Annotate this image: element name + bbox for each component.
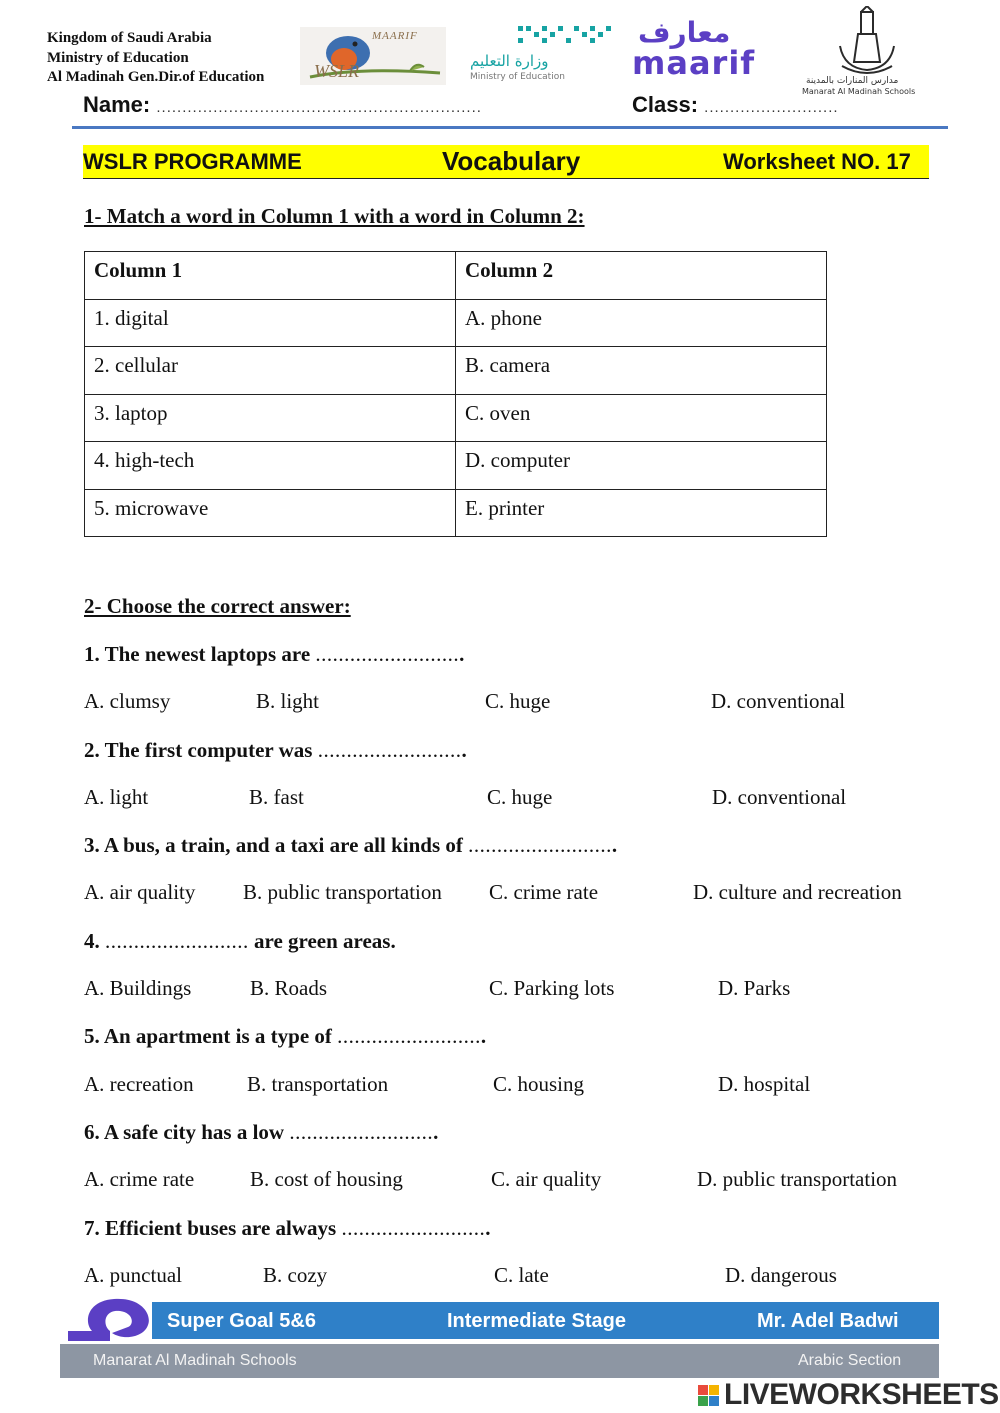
- column-1-cell[interactable]: 2. cellular: [85, 347, 456, 395]
- column-1-header: Column 1: [85, 252, 456, 300]
- class-field[interactable]: ..........................: [704, 99, 839, 116]
- q3-option-d[interactable]: D. culture and recreation: [693, 880, 902, 904]
- q3-option-b[interactable]: B. public transportation: [243, 880, 442, 904]
- q6-option-d[interactable]: D. public transportation: [697, 1167, 898, 1191]
- column-2-header: Column 2: [456, 252, 827, 300]
- header-line-3: Al Madinah Gen.Dir.of Education: [47, 69, 265, 85]
- name-label: Name:: [83, 92, 151, 117]
- question-text: 7. Efficient buses are always: [84, 1216, 342, 1240]
- lighthouse-emblem-icon: [832, 6, 902, 76]
- column-2-cell[interactable]: B. camera: [456, 347, 827, 395]
- question-text-end: .: [480, 1024, 487, 1048]
- answer-blank[interactable]: .........................: [315, 642, 460, 666]
- question-text-end: .: [459, 642, 465, 666]
- answer-blank[interactable]: .........................: [105, 929, 249, 953]
- footer-school: Manarat Al Madinah Schools: [93, 1352, 297, 1369]
- table-row: [85, 489, 827, 537]
- q7-option-c[interactable]: C. late: [494, 1263, 549, 1287]
- q7-option-a[interactable]: A. punctual: [84, 1263, 182, 1287]
- question-1: [84, 642, 464, 667]
- table-row: [85, 442, 827, 490]
- wslr-logo-script: WSLR: [314, 61, 359, 81]
- header-institution: [47, 29, 264, 88]
- footer-stage: Intermediate Stage: [447, 1310, 626, 1332]
- q4-option-a[interactable]: A. Buildings: [84, 976, 192, 1000]
- maarif-arabic: معارف: [638, 16, 731, 49]
- question-text-end: .: [485, 1216, 491, 1240]
- class-label: Class:: [632, 92, 699, 117]
- matching-table: [84, 251, 827, 537]
- column-2-cell[interactable]: D. computer: [456, 442, 827, 490]
- q2-option-d[interactable]: D. conventional: [712, 785, 847, 809]
- header-divider: [72, 126, 948, 129]
- question-2: [84, 738, 467, 763]
- q1-option-d[interactable]: D. conventional: [711, 689, 846, 713]
- q5-option-c[interactable]: C. housing: [493, 1072, 585, 1096]
- liveworksheets-watermark: LIVEWORKSHEETS: [724, 1378, 999, 1411]
- answer-blank[interactable]: .........................: [341, 1216, 486, 1240]
- q5-option-d[interactable]: D. hospital: [718, 1072, 811, 1096]
- column-1-cell[interactable]: 4. high-tech: [85, 442, 456, 490]
- answer-blank[interactable]: .........................: [317, 738, 462, 762]
- question-text: 1. The newest laptops are: [84, 642, 316, 666]
- section1-title: 1- Match a word in Column 1 with a word in Column 2:: [84, 204, 585, 228]
- name-class-row: [83, 92, 943, 118]
- column-2-cell[interactable]: A. phone: [456, 299, 827, 347]
- question-text-end: .: [611, 833, 618, 857]
- header-line-1: Kingdom of Saudi Arabia: [47, 30, 212, 46]
- q6-option-b[interactable]: B. cost of housing: [250, 1167, 403, 1191]
- q2-option-b[interactable]: B. fast: [249, 785, 304, 809]
- title-banner: [83, 145, 929, 179]
- moe-arabic: وزارة التعليم: [470, 52, 549, 70]
- wslr-logo-maarif: MAARIF: [372, 30, 418, 42]
- answer-blank[interactable]: .........................: [337, 1024, 481, 1048]
- question-6: [84, 1120, 438, 1145]
- answer-blank[interactable]: .........................: [468, 833, 612, 857]
- q1-option-a[interactable]: A. clumsy: [84, 689, 171, 713]
- question-4: [84, 929, 396, 954]
- column-2-cell[interactable]: E. printer: [456, 489, 827, 537]
- column-1-cell[interactable]: 3. laptop: [85, 394, 456, 442]
- moe-logo: [468, 22, 616, 84]
- question-text: 5. An apartment is a type of: [84, 1024, 338, 1048]
- maarif-latin: maarif: [632, 44, 756, 82]
- footer-section: Arabic Section: [798, 1352, 902, 1369]
- q1-option-c[interactable]: C. huge: [485, 689, 551, 713]
- banner-programme: WSLR PROGRAMME: [83, 149, 302, 174]
- q7-option-d[interactable]: D. dangerous: [725, 1263, 837, 1287]
- q1-option-b[interactable]: B. light: [256, 689, 320, 713]
- question-text-end: .: [461, 738, 467, 762]
- manarat-logo: [798, 6, 938, 98]
- class-group: [632, 92, 839, 118]
- footer-logo-icon: [62, 1295, 154, 1343]
- liveworksheets-logo-icon: [698, 1385, 720, 1407]
- question-text: 2. The first computer was: [84, 738, 318, 762]
- q5-option-b[interactable]: B. transportation: [247, 1072, 389, 1096]
- footer-info-bar: [152, 1302, 939, 1339]
- section2-title: 2- Choose the correct answer:: [84, 594, 351, 618]
- name-field[interactable]: ...............................................................: [156, 99, 482, 116]
- header-line-2: Ministry of Education: [47, 49, 189, 66]
- footer-teacher: Mr. Adel Badwi: [757, 1310, 899, 1332]
- question-text-end: are green areas.: [248, 929, 396, 953]
- question-text: 6. A safe city has a low: [84, 1120, 290, 1144]
- answer-blank[interactable]: .........................: [289, 1120, 434, 1144]
- question-text: 4.: [84, 929, 105, 953]
- q4-option-b[interactable]: B. Roads: [250, 976, 328, 1000]
- table-row: [85, 394, 827, 442]
- moe-english: Ministry of Education: [470, 72, 565, 82]
- footer-book: Super Goal 5&6: [167, 1310, 316, 1332]
- table-row: [85, 347, 827, 395]
- q3-option-c[interactable]: C. crime rate: [489, 880, 599, 904]
- q4-option-c[interactable]: C. Parking lots: [489, 976, 615, 1000]
- table-header-row: [85, 252, 827, 300]
- moe-dots-icon: [516, 22, 616, 50]
- q2-option-a[interactable]: A. light: [84, 785, 149, 809]
- question-3: [84, 833, 617, 858]
- column-1-cell[interactable]: 1. digital: [85, 299, 456, 347]
- question-7: [84, 1216, 490, 1241]
- q2-option-c[interactable]: C. huge: [487, 785, 553, 809]
- q6-option-a[interactable]: A. crime rate: [84, 1167, 195, 1191]
- wslr-logo: [300, 27, 446, 85]
- footer-school-bar: [60, 1344, 939, 1378]
- banner-subject: Vocabulary: [442, 146, 581, 176]
- manarat-english: Manarat Al Madinah Schools: [802, 87, 916, 96]
- column-2-cell[interactable]: C. oven: [456, 394, 827, 442]
- q4-option-d[interactable]: D. Parks: [718, 976, 791, 1000]
- column-1-cell[interactable]: 5. microwave: [85, 489, 456, 537]
- q5-option-a[interactable]: A. recreation: [84, 1072, 194, 1096]
- q3-option-a[interactable]: A. air quality: [84, 880, 196, 904]
- banner-worksheet-number: Worksheet NO. 17: [723, 149, 911, 174]
- manarat-arabic: مدارس المنارات بالمدينة: [806, 76, 899, 86]
- question-text: 3. A bus, a train, and a taxi are all kinds of: [84, 833, 469, 857]
- question-5: [84, 1024, 486, 1049]
- table-row: [85, 299, 827, 347]
- maarif-logo: [632, 18, 777, 82]
- q6-option-c[interactable]: C. air quality: [491, 1167, 602, 1191]
- question-text-end: .: [433, 1120, 439, 1144]
- q7-option-b[interactable]: B. cozy: [263, 1263, 328, 1287]
